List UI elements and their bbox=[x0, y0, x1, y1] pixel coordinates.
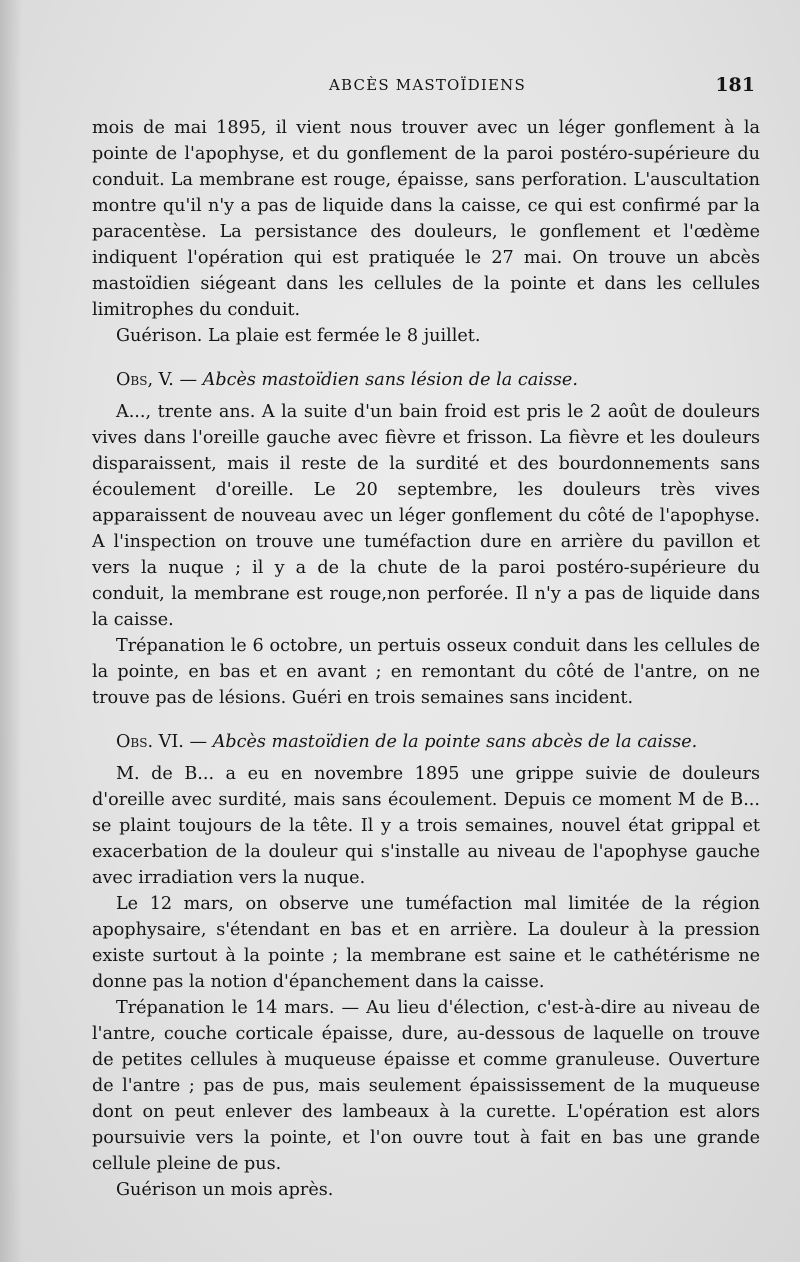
observation-title: Abcès mastoïdien de la pointe sans abcès de la caisse. bbox=[212, 732, 698, 752]
page-header bbox=[100, 74, 755, 98]
paragraph-case-a: A..., trente ans. A la suite d'un bain froid est pris le 2 août de douleurs vives dans l'oreille gauche avec fièvre et frisson. La fièvre et les douleurs disparaissent, mais il reste de la surdité et des bourdonnements sans écoulement d'oreille. Le 20 septembre, les douleurs très vives apparaissent de nouveau avec un léger gonflement du côté de l'apophyse. A l'inspection on trouve une tuméfaction dure en arrière du pavillon et vers la nuque ; il y a de la chute de la paroi postéro-supérieure du conduit, la membrane est rouge,non perforée. Il n'y a pas de liquide dans la caisse. bbox=[92, 402, 760, 630]
paragraph-trepanation-march: Trépanation le 14 mars. — Au lieu d'élection, c'est-à-dire au niveau de l'antre, couche corticale épaisse, dure, au-dessous de laquelle on trouve de petites cellules à muqueuse épaisse et comme granuleuse. Ouverture de l'antre ; pas de pus, mais seulement épaississement de la muqueuse dont on peut enlever des lambeaux à la curette. L'opération est alors poursuivie vers la pointe, et l'on ouvre tout à fait en bas une grande cellule pleine de pus. bbox=[92, 998, 760, 1174]
paragraph-healing: Guérison. La plaie est fermée le 8 juillet. bbox=[116, 326, 481, 346]
observation-label: Obs, V. bbox=[116, 370, 174, 390]
running-title: ABCÈS MASTOÏDIENS bbox=[328, 76, 526, 94]
observation-heading-5 bbox=[92, 367, 760, 393]
observation-dash: — bbox=[183, 732, 213, 752]
observation-heading-6 bbox=[92, 729, 760, 755]
observation-dash: — bbox=[173, 370, 203, 390]
observation-title: Abcès mastoïdien sans lésion de la caisse. bbox=[202, 370, 578, 390]
page-number: 181 bbox=[715, 74, 755, 96]
paragraph-continuation: mois de mai 1895, il vient nous trouver avec un léger gonflement à la pointe de l'apophyse, et du gonflement de la paroi postéro-supérieure du conduit. La membrane est rouge, épaisse, sans perforation. L'auscultation montre qu'il n'y a pas de liquide dans la caisse, ce qui est confirmé par la paracentèse. La persistance des douleurs, le gonflement et l'œdème indiquent l'opération qui est pratiquée le 27 mai. On trouve un abcès mastoïdien siégeant dans les cellules de la pointe et dans les cellules limitrophes du conduit. bbox=[92, 118, 760, 320]
observation-label: Obs. VI. bbox=[116, 732, 184, 752]
page-body bbox=[92, 115, 760, 1203]
paragraph-march-12: Le 12 mars, on observe une tuméfaction mal limitée de la région apophysaire, s'étendant en bas et en arrière. La douleur à la pression existe surtout à la pointe ; la membrane est saine et le cathétérisme ne donne pas la notion d'épanchement dans la caisse. bbox=[92, 894, 760, 992]
paragraph-healing-month: Guérison un mois après. bbox=[116, 1180, 334, 1200]
paragraph-case-mb: M. de B... a eu en novembre 1895 une grippe suivie de douleurs d'oreille avec surdité, mais sans écoulement. Depuis ce moment M de B... se plaint toujours de la tête. Il y a trois semaines, nouvel état grippal et exacerbation de la douleur qui s'installe au niveau de l'apophyse gauche avec irradiation vers la nuque. bbox=[92, 764, 760, 888]
paragraph-trepanation-october: Trépanation le 6 octobre, un pertuis osseux conduit dans les cellules de la pointe, en bas et en avant ; en remontant du côté de l'antre, on ne trouve pas de lésions. Guéri en trois semaines sans incident. bbox=[92, 636, 760, 708]
